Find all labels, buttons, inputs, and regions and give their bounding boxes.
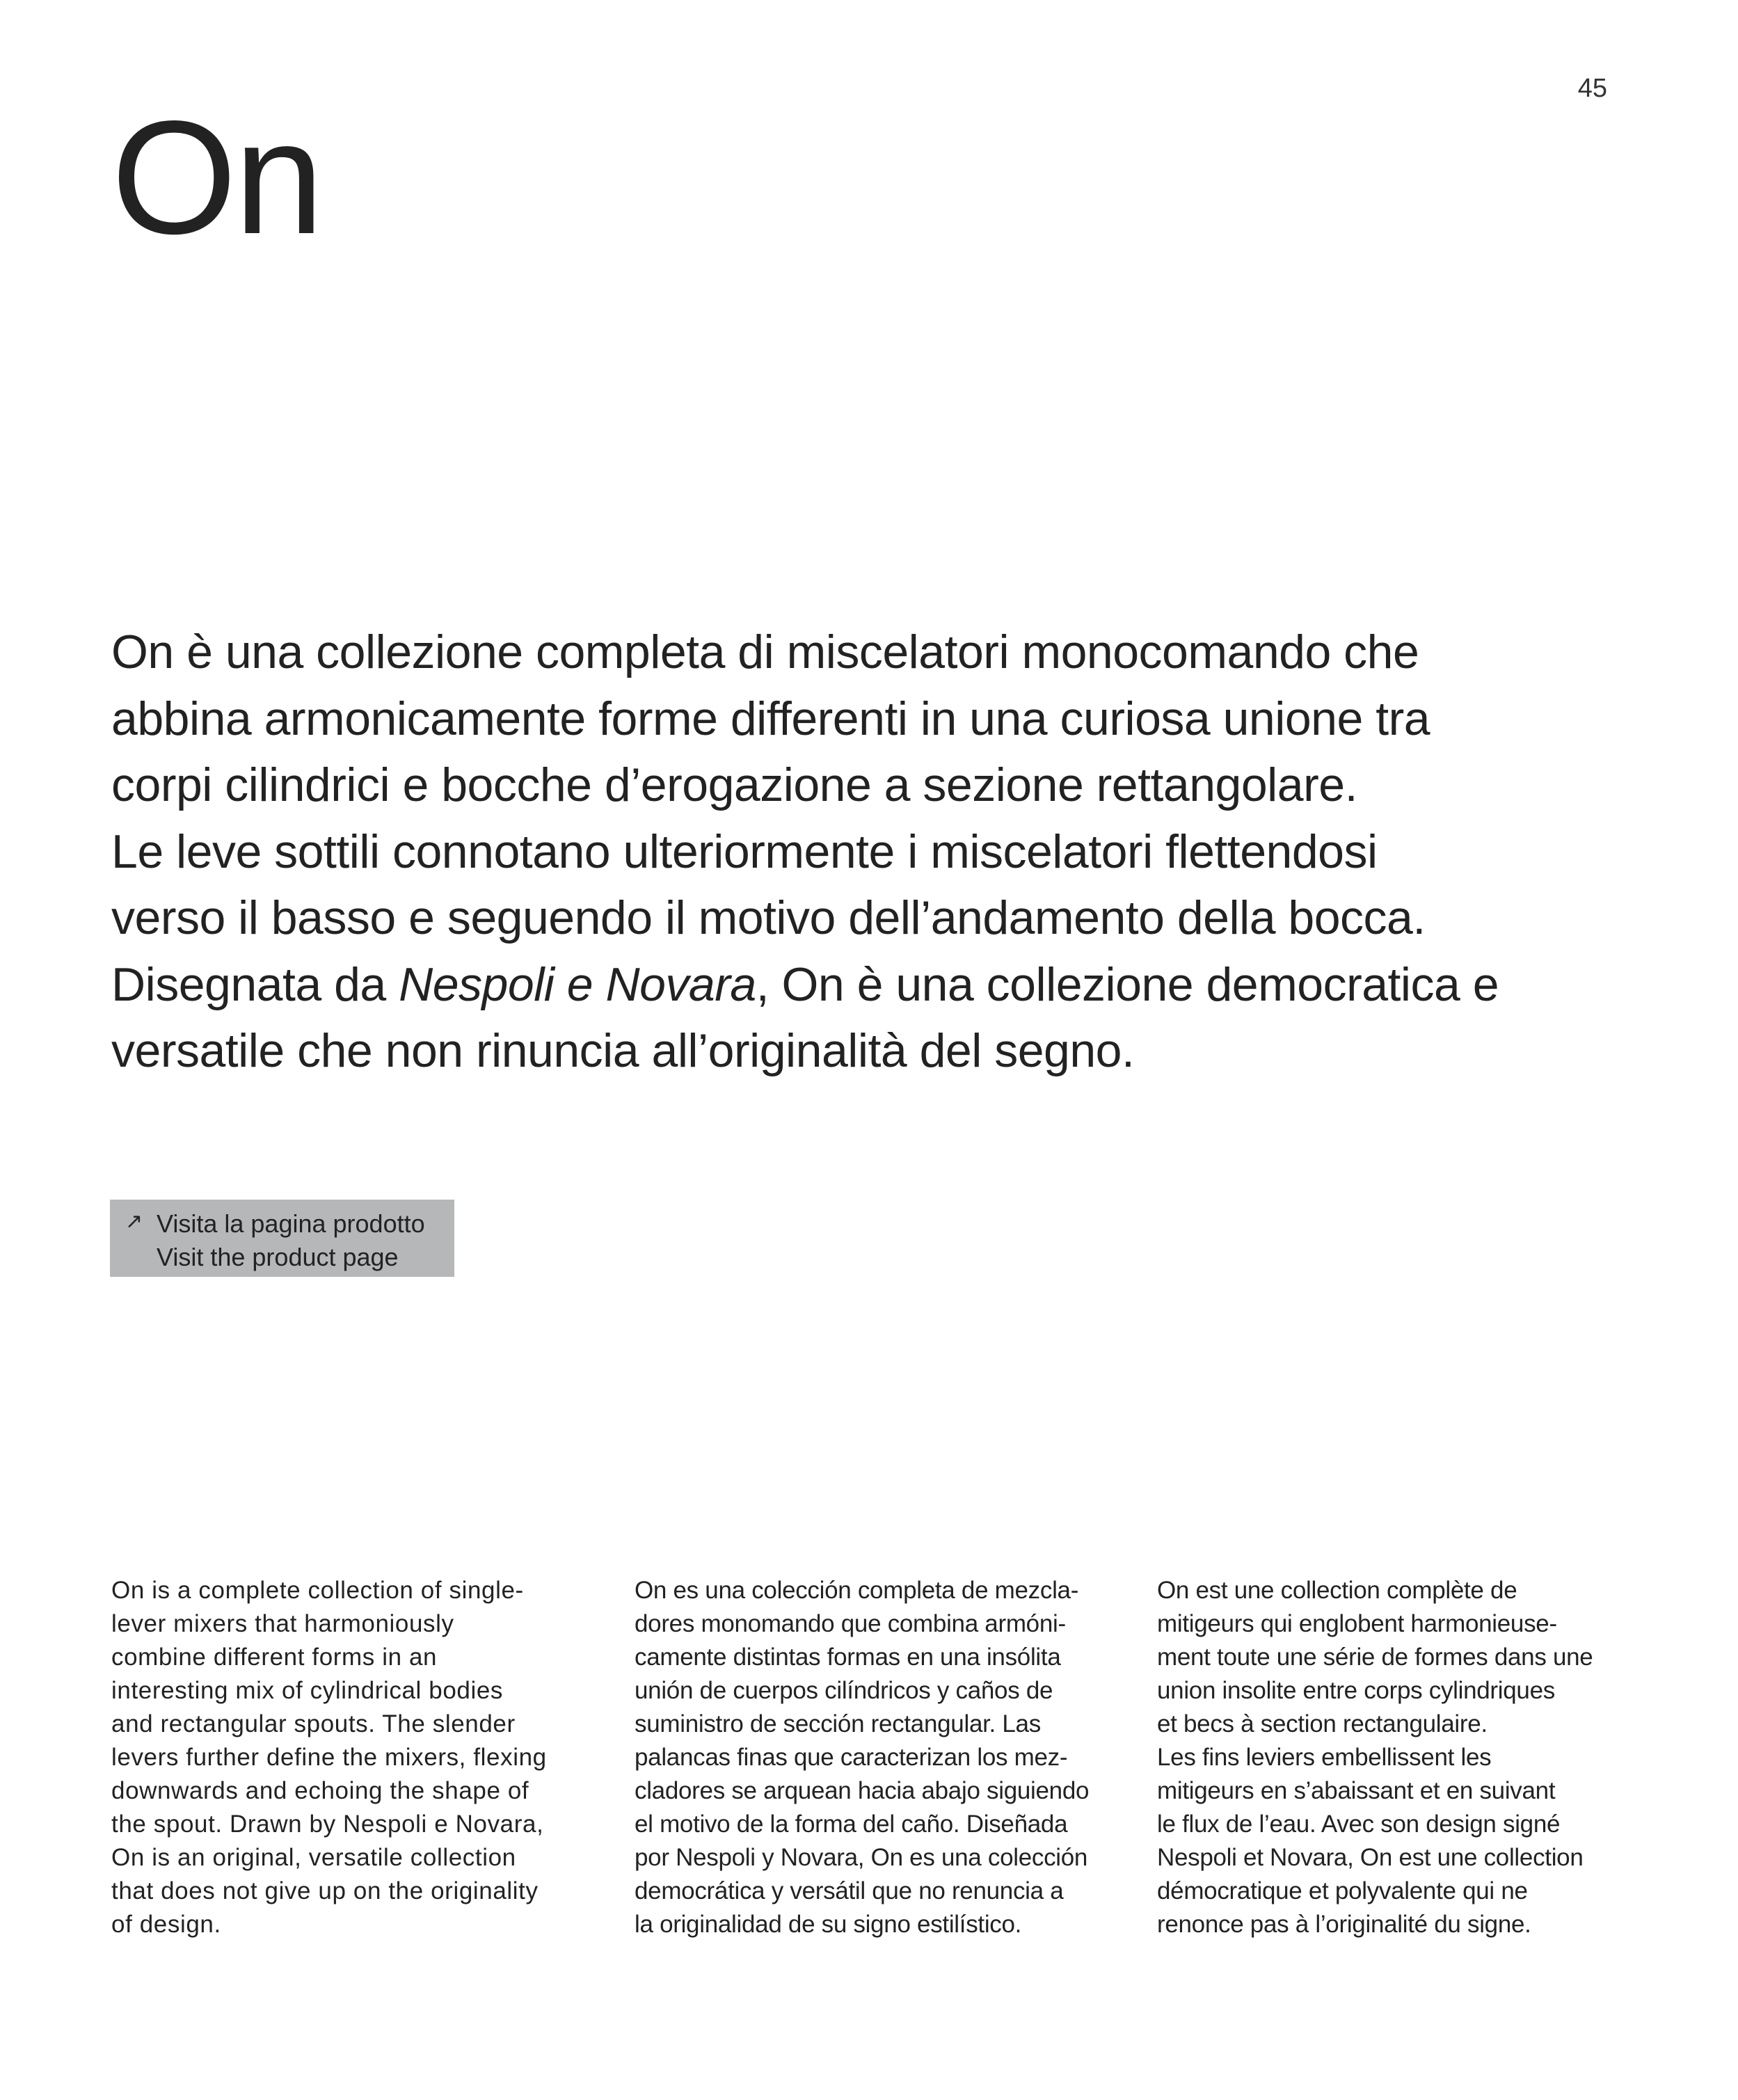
column-line: renonce pas à l’originalité du signe.	[1157, 1911, 1531, 1938]
column-line: Nespoli et Novara, On est une collection	[1157, 1844, 1584, 1871]
intro-line: verso il basso e seguendo il motivo dell’andamento della bocca.	[111, 891, 1426, 944]
column-line: downwards and echoing the shape of	[111, 1777, 529, 1804]
column-french	[1157, 1574, 1658, 1941]
column-line: ment toute une série de formes dans une	[1157, 1644, 1593, 1671]
designer-names: Nespoli e Novara	[399, 957, 756, 1011]
column-line: mitigeurs en s’abaissant et en suivant	[1157, 1777, 1556, 1804]
page-title: On	[111, 88, 321, 268]
column-line: mitigeurs qui englobent harmonieuse-	[1157, 1610, 1557, 1637]
column-line: camente distintas formas en una insólita	[635, 1644, 1061, 1671]
column-english	[111, 1574, 612, 1941]
column-line: Les fins leviers embellissent les	[1157, 1744, 1492, 1771]
column-line: dores monomando que combina armóni-	[635, 1610, 1066, 1637]
column-line: levers further define the mixers, flexing	[111, 1744, 547, 1771]
column-line: On is an original, versatile collection	[111, 1844, 516, 1871]
intro-line	[111, 952, 1499, 1019]
column-line: et becs à section rectangulaire.	[1157, 1710, 1488, 1737]
column-line: lever mixers that harmoniously	[111, 1610, 454, 1637]
intro-line: On è una collezione completa di miscelatori monocomando che	[111, 626, 1419, 678]
column-line: interesting mix of cylindrical bodies	[111, 1677, 503, 1704]
column-line: and rectangular spouts. The slender	[111, 1710, 516, 1737]
intro-line: Le leve sottili connotano ulteriormente i miscelatori flettendosi	[111, 825, 1378, 878]
column-line: democrática y versátil que no renuncia a	[635, 1877, 1064, 1904]
column-line: On es una colección completa de mezcla-	[635, 1577, 1079, 1604]
column-spanish	[635, 1574, 1135, 1941]
intro-paragraph	[111, 619, 1499, 1085]
column-line: le flux de l’eau. Avec son design signé	[1157, 1811, 1561, 1838]
column-line: palancas finas que caracterizan los mez-	[635, 1744, 1068, 1771]
visit-product-page-button[interactable]	[110, 1200, 454, 1277]
intro-line: abbina armonicamente forme differenti in una curiosa unione tra	[111, 692, 1430, 745]
column-line: el motivo de la forma del caño. Diseñada	[635, 1811, 1068, 1838]
arrow-up-right-icon: ↗	[125, 1210, 143, 1233]
column-line: suministro de sección rectangular. Las	[635, 1710, 1041, 1737]
column-line: combine different forms in an	[111, 1644, 438, 1671]
column-line: union insolite entre corps cylindriques	[1157, 1677, 1555, 1704]
cta-label-it: Visita la pagina prodotto	[157, 1209, 425, 1238]
intro-line: corpi cilindrici e bocche d’erogazione a sezione rettangolare.	[111, 758, 1357, 811]
column-line: that does not give up on the originality	[111, 1877, 539, 1904]
intro-line: versatile che non rinuncia all’originalità del segno.	[111, 1024, 1135, 1077]
column-line: On est une collection complète de	[1157, 1577, 1517, 1604]
column-line: cladores se arquean hacia abajo siguiendo	[635, 1777, 1090, 1804]
column-line: la originalidad de su signo estilístico.	[635, 1911, 1022, 1938]
column-line: the spout. Drawn by Nespoli e Novara,	[111, 1811, 544, 1838]
column-line: of design.	[111, 1911, 221, 1938]
page-number: 45	[1577, 74, 1607, 103]
column-line: por Nespoli y Novara, On es una colección	[635, 1844, 1088, 1871]
column-line: démocratique et polyvalente qui ne	[1157, 1877, 1528, 1904]
intro-text: , On è una collezione democratica e	[756, 957, 1499, 1011]
column-line: On is a complete collection of single-	[111, 1577, 524, 1604]
cta-label-en: Visit the product page	[157, 1243, 399, 1271]
intro-text: Disegnata da	[111, 957, 399, 1011]
column-line: unión de cuerpos cilíndricos y caños de	[635, 1677, 1053, 1704]
